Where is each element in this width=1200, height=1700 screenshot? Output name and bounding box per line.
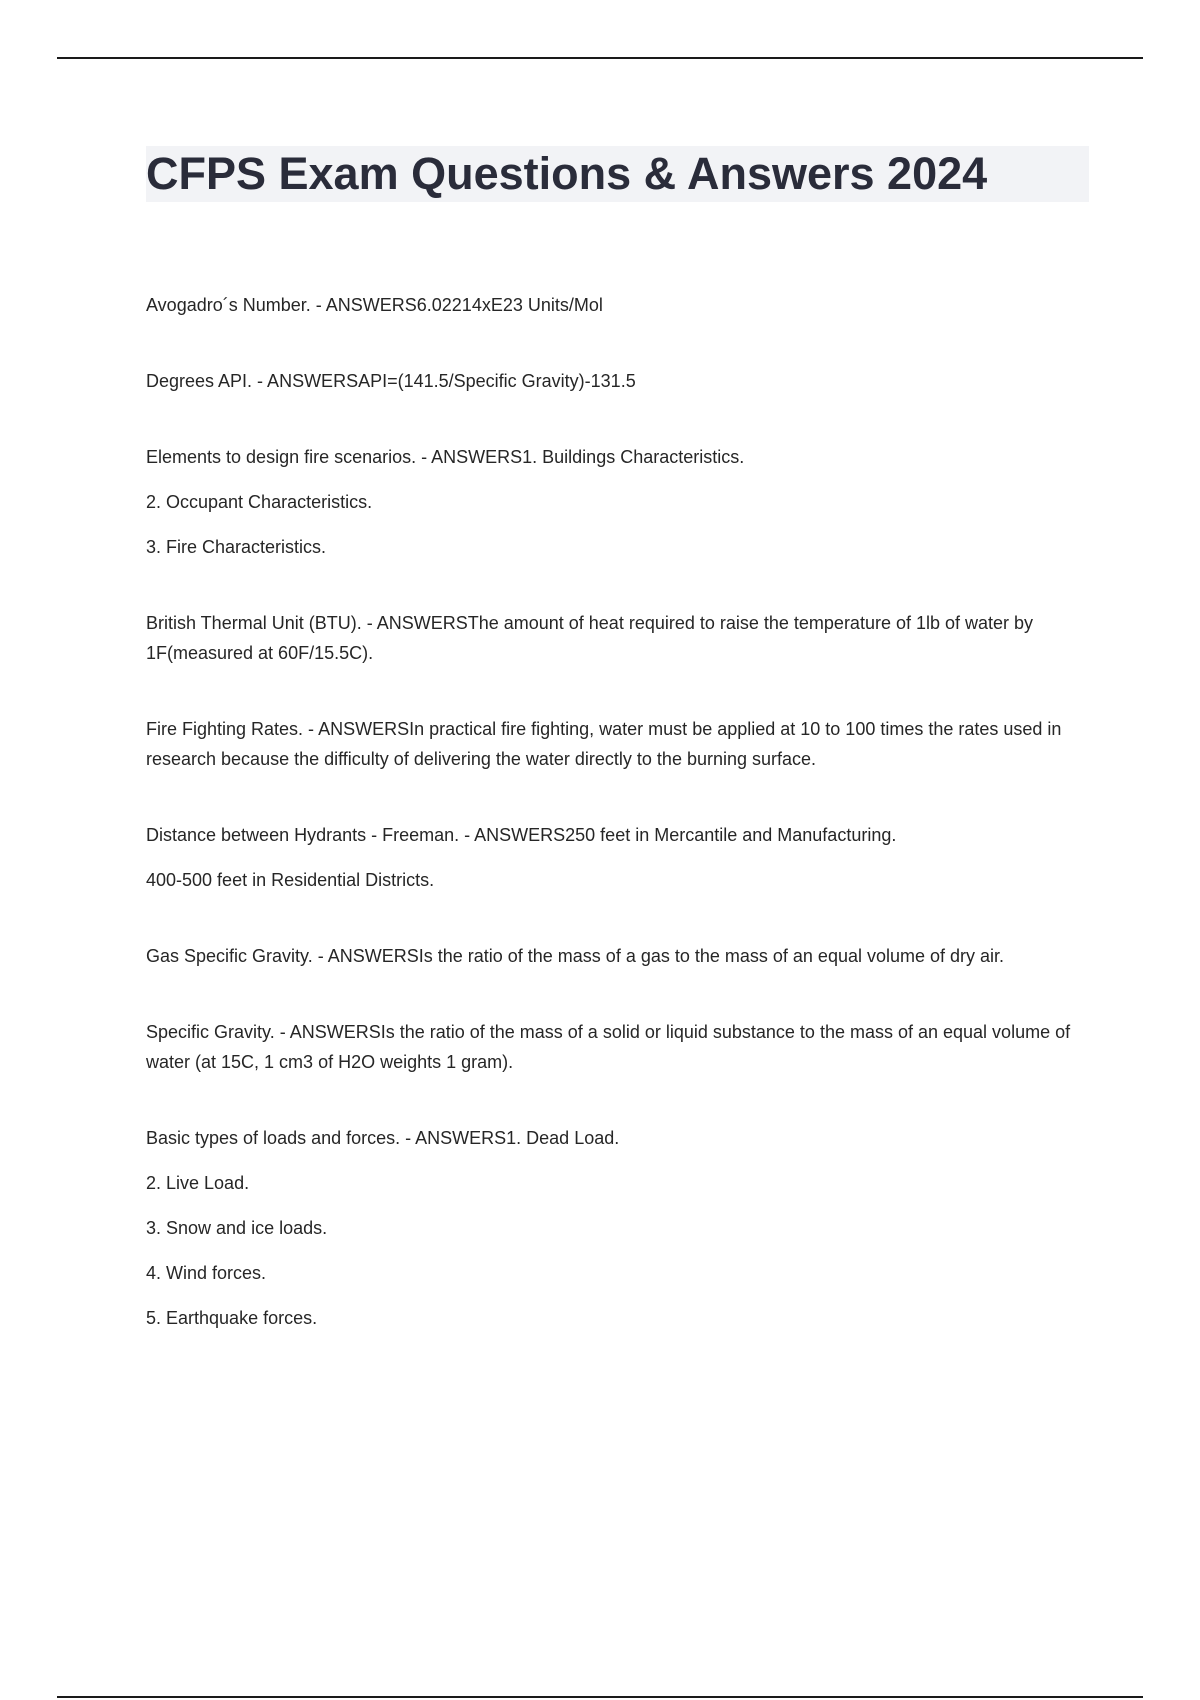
qa-list: [146, 290, 1092, 1379]
qa-item-loads-and-forces: [146, 1123, 1092, 1333]
qa-item-hydrant-distance: [146, 820, 1092, 895]
qa-text: 2. Occupant Characteristics.: [146, 492, 373, 512]
qa-text: 4. Wind forces.: [146, 1263, 267, 1283]
qa-text: Degrees API. - ANSWERSAPI=(141.5/Specific Gravity)-131.5: [146, 371, 636, 391]
qa-text: 5. Earthquake forces.: [146, 1308, 318, 1328]
qa-text: 3. Fire Characteristics.: [146, 537, 327, 557]
bottom-rule: [57, 1696, 1143, 1698]
qa-text: Basic types of loads and forces. - ANSWERS1. Dead Load.: [146, 1128, 620, 1148]
qa-text: 400-500 feet in Residential Districts.: [146, 870, 435, 890]
qa-item-degrees-api: [146, 366, 1092, 396]
top-rule: [57, 57, 1143, 59]
qa-text: 3. Snow and ice loads.: [146, 1218, 328, 1238]
qa-text: Gas Specific Gravity. - ANSWERSIs the ratio of the mass of a gas to the mass of an equal volume of dry air.: [146, 946, 1005, 966]
qa-text: Avogadro´s Number. - ANSWERS6.02214xE23 Units/Mol: [146, 295, 603, 315]
qa-text: Specific Gravity. - ANSWERSIs the ratio of the mass of a solid or liquid substance to the mass of an equal volume of water (at 15C, 1 cm3 of H2O weights 1 gram).: [146, 1022, 1071, 1072]
qa-item-avogadro: [146, 290, 1092, 320]
qa-item-gas-specific-gravity: [146, 941, 1092, 971]
qa-item-fire-scenarios: [146, 442, 1092, 562]
page-title: CFPS Exam Questions & Answers 2024: [146, 148, 988, 199]
qa-item-specific-gravity: [146, 1017, 1092, 1077]
qa-item-btu: [146, 608, 1092, 668]
qa-text: Fire Fighting Rates. - ANSWERSIn practical fire fighting, water must be applied at 10 to 100 times the rates used in research because the difficulty of delivering the water directly to the burning surface.: [146, 719, 1062, 769]
qa-item-fire-fighting-rates: [146, 714, 1092, 774]
qa-text: 2. Live Load.: [146, 1173, 250, 1193]
qa-text: British Thermal Unit (BTU). - ANSWERSThe amount of heat required to raise the temperature of 1lb of water by 1F(measured at 60F/15.5C).: [146, 613, 1034, 663]
qa-text: Distance between Hydrants - Freeman. - ANSWERS250 feet in Mercantile and Manufacturing.: [146, 825, 897, 845]
qa-text: Elements to design fire scenarios. - ANSWERS1. Buildings Characteristics.: [146, 447, 745, 467]
